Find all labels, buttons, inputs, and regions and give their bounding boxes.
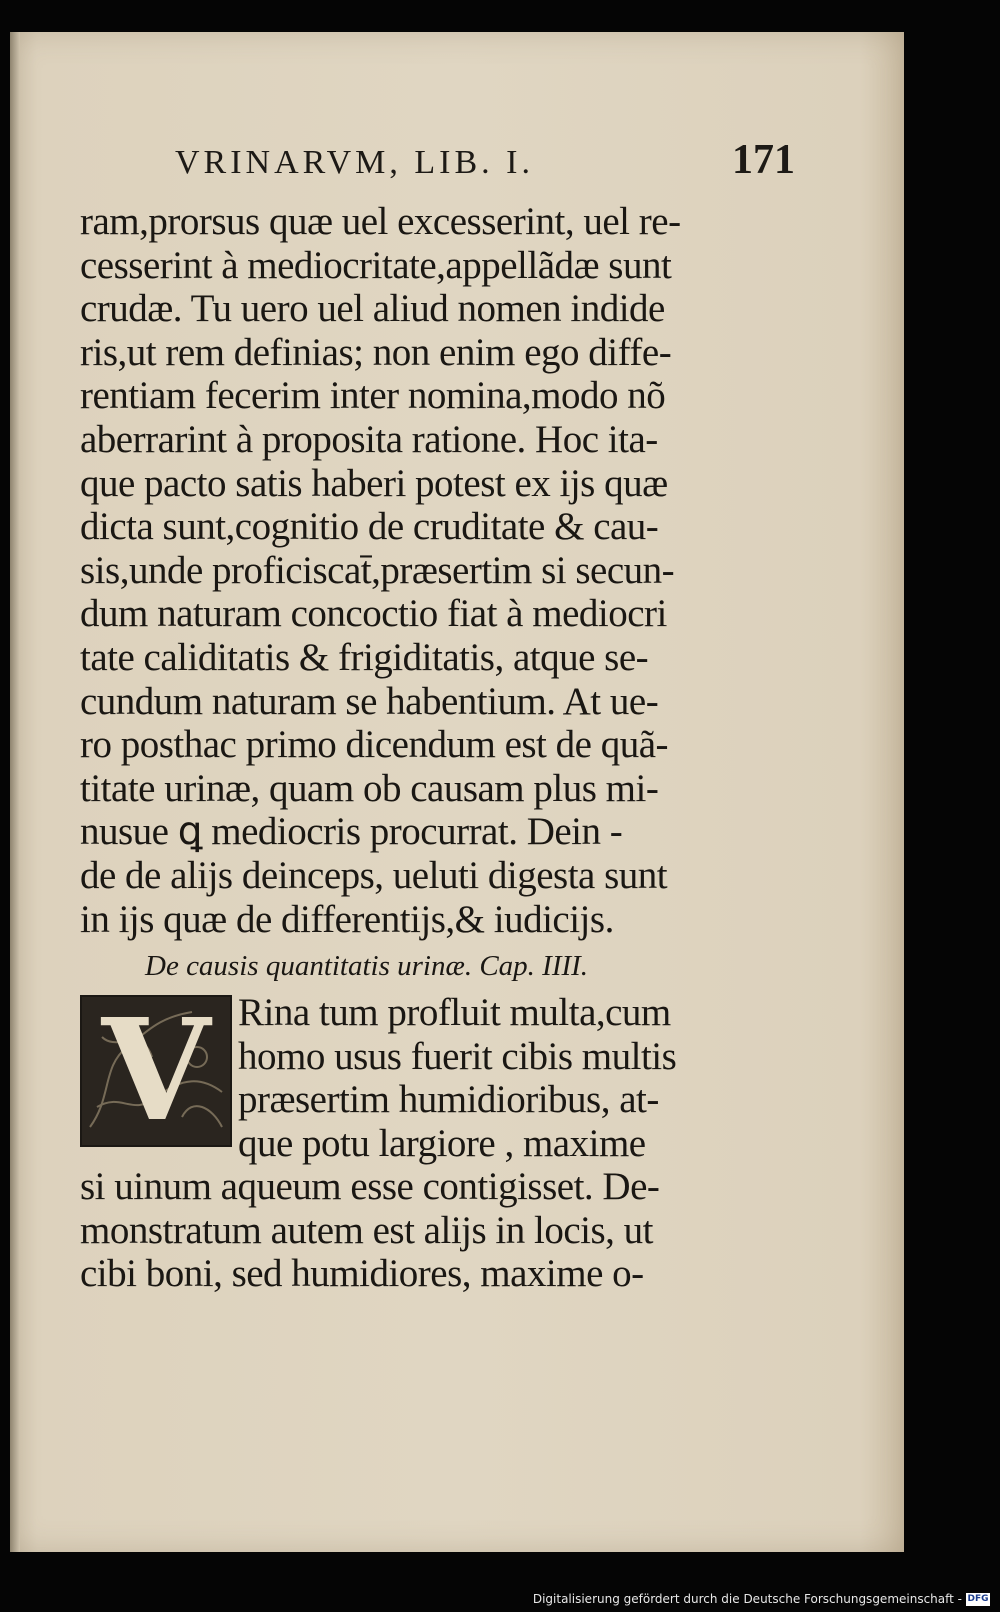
text-line: tate caliditatis & frigiditatis, atque se- [80,635,649,679]
initial-letter: V [101,989,211,1154]
text-line: cibi boni, sed humidiores, maxime o- [80,1252,644,1296]
page-number: 171 [732,137,795,183]
initial-paragraph [80,991,730,1165]
text-line: ris,ut rem definias; non enim ego diffe- [80,330,672,374]
digitization-credit [533,1592,990,1606]
text-line: monstratum autem est alijs in locis, ut [80,1208,654,1252]
decorated-initial [80,989,232,1154]
text-line: aberrarint à proposita ratione. Hoc ita- [80,417,658,461]
text-line: que pacto satis haberi potest ex ijs quæ [80,461,668,505]
initial-text-lines [238,991,676,1165]
text-line: titate urinæ, quam ob causam plus mi- [80,766,659,810]
dfg-logo: DFG [967,1593,989,1604]
text-line: Rina tum profluit multa,cum [238,991,671,1035]
text-line: homo usus fuerit cibis multis [238,1034,677,1078]
text-line: in ijs quæ de differentijs,& iudicijs. [80,897,614,941]
body-text [80,200,730,1296]
text-line: rentiam fecerim inter nomina,modo nõ [80,374,666,418]
text-line: crudæ. Tu uero uel aliud nomen indide [80,287,665,331]
page-edge [10,32,20,1552]
text-line: dicta sunt,cognitio de cruditate & cau- [80,505,659,549]
text-line: ram,prorsus quæ uel excesserint, uel re- [80,200,681,243]
text-line: dum naturam concoctio fiat à mediocri [80,592,667,636]
text-line: sis,unde proficiscat̄,præsertim si secun- [80,548,675,592]
chapter-caption: De causis quantitatis urinæ. Cap. IIII. [145,950,589,983]
text-line: que potu largiore , maxime [238,1121,646,1165]
text-line: ro posthac primo dicendum est de quã- [80,723,668,767]
page-header [175,130,795,190]
running-head: VRINARVM, LIB. I. [175,144,534,181]
text-line: præsertim humidioribus, at- [238,1078,659,1122]
text-line: de de alijs deinceps, ueluti digesta sunt [80,853,668,897]
text-line: cundum naturam se habentium. At ue- [80,679,659,723]
text-line: si uinum aqueum esse contigisset. De- [80,1165,660,1209]
text-line: nusue ꝗ mediocris procurrat. Dein - [80,810,623,854]
text-line: cesserint à mediocritate,appellãdæ sunt [80,243,672,287]
book-page [10,32,904,1552]
credit-text: Digitalisierung gefördert durch die Deutsche Forschungsgemeinschaft - [532,1592,962,1606]
